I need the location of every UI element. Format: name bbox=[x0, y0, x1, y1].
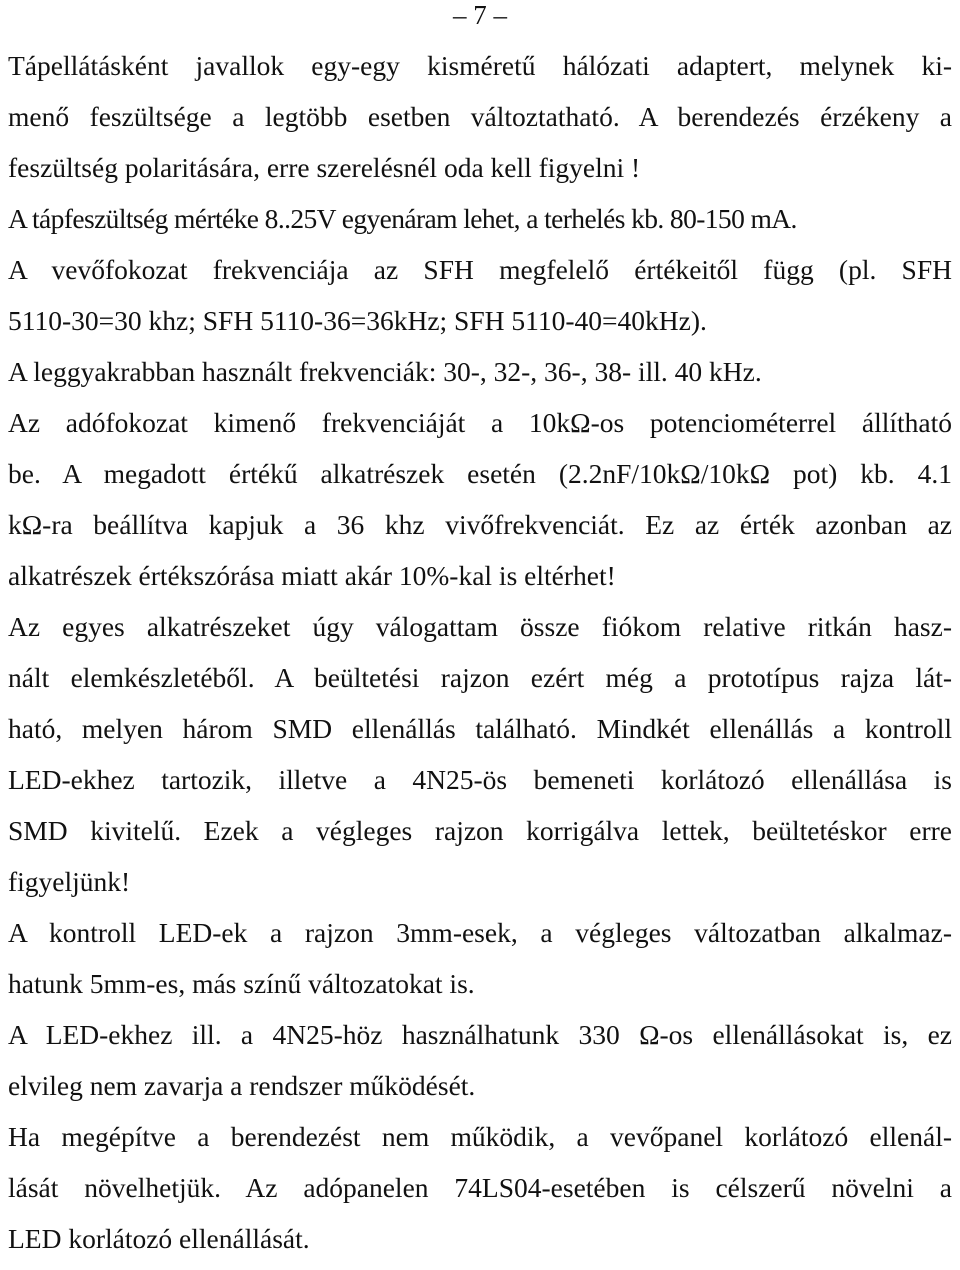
text-line: be. A megadott értékű alkatrészek esetén (2.2nF/10kΩ/10kΩ pot) kb. 4.1 bbox=[8, 458, 952, 489]
text-line: lását növelhetjük. Az adópanelen 74LS04-esetében is célszerű növelni a bbox=[8, 1172, 952, 1203]
text-line: Ha megépítve a berendezést nem működik, a vevőpanel korlátozó ellenál- bbox=[8, 1121, 952, 1152]
text-line: Tápellátásként javallok egy-egy kisméretű hálózati adaptert, melynek ki- bbox=[8, 50, 952, 81]
text-line: menő feszültsége a legtöbb esetben változtatható. A berendezés érzékeny a bbox=[8, 101, 952, 132]
text-line: feszültség polaritására, erre szerelésnél oda kell figyelni ! bbox=[8, 152, 641, 183]
text-line: A vevőfokozat frekvenciája az SFH megfelelő értékeitől függ (pl. SFH bbox=[8, 254, 952, 285]
text-line: nált elemkészletéből. A beültetési rajzon ezért még a prototípus rajza lát- bbox=[8, 662, 952, 693]
text-line: LED korlátozó ellenállását. bbox=[8, 1223, 310, 1254]
text-line: hatunk 5mm-es, más színű változatokat is. bbox=[8, 968, 475, 999]
page-number: – 7 – bbox=[453, 0, 507, 30]
text-line: figyeljünk! bbox=[8, 866, 131, 897]
text-line: A tápfeszültség mértéke 8..25V egyenáram lehet, a terhelés kb. 80-150 mA. bbox=[8, 203, 797, 234]
text-line: A kontroll LED-ek a rajzon 3mm-esek, a végleges változatban alkalmaz- bbox=[8, 917, 952, 948]
text-line: A LED-ekhez ill. a 4N25-höz használhatunk 330 Ω-os ellenállásokat is, ez bbox=[8, 1019, 952, 1050]
text-line: SMD kivitelű. Ezek a végleges rajzon korrigálva lettek, beültetéskor erre bbox=[8, 815, 952, 846]
text-line: Az adófokozat kimenő frekvenciáját a 10kΩ-os potenciométerrel állítható bbox=[8, 407, 952, 438]
text-line: 5110-30=30 khz; SFH 5110-36=36kHz; SFH 5110-40=40kHz). bbox=[8, 305, 707, 336]
text-line: kΩ-ra beállítva kapjuk a 36 khz vivőfrekvenciát. Ez az érték azonban az bbox=[8, 509, 952, 540]
body-text bbox=[8, 40, 952, 1264]
text-line: alkatrészek értékszórása miatt akár 10%-kal is eltérhet! bbox=[8, 560, 616, 591]
text-line: elvileg nem zavarja a rendszer működését. bbox=[8, 1070, 476, 1101]
text-line: LED-ekhez tartozik, illetve a 4N25-ös bemeneti korlátozó ellenállása is bbox=[8, 764, 952, 795]
text-line: Az egyes alkatrészeket úgy válogattam össze fiókom relative ritkán hasz- bbox=[8, 611, 952, 642]
text-line: ható, melyen három SMD ellenállás található. Mindkét ellenállás a kontroll bbox=[8, 713, 952, 744]
text-line: A leggyakrabban használt frekvenciák: 30-, 32-, 36-, 38- ill. 40 kHz. bbox=[8, 356, 762, 387]
